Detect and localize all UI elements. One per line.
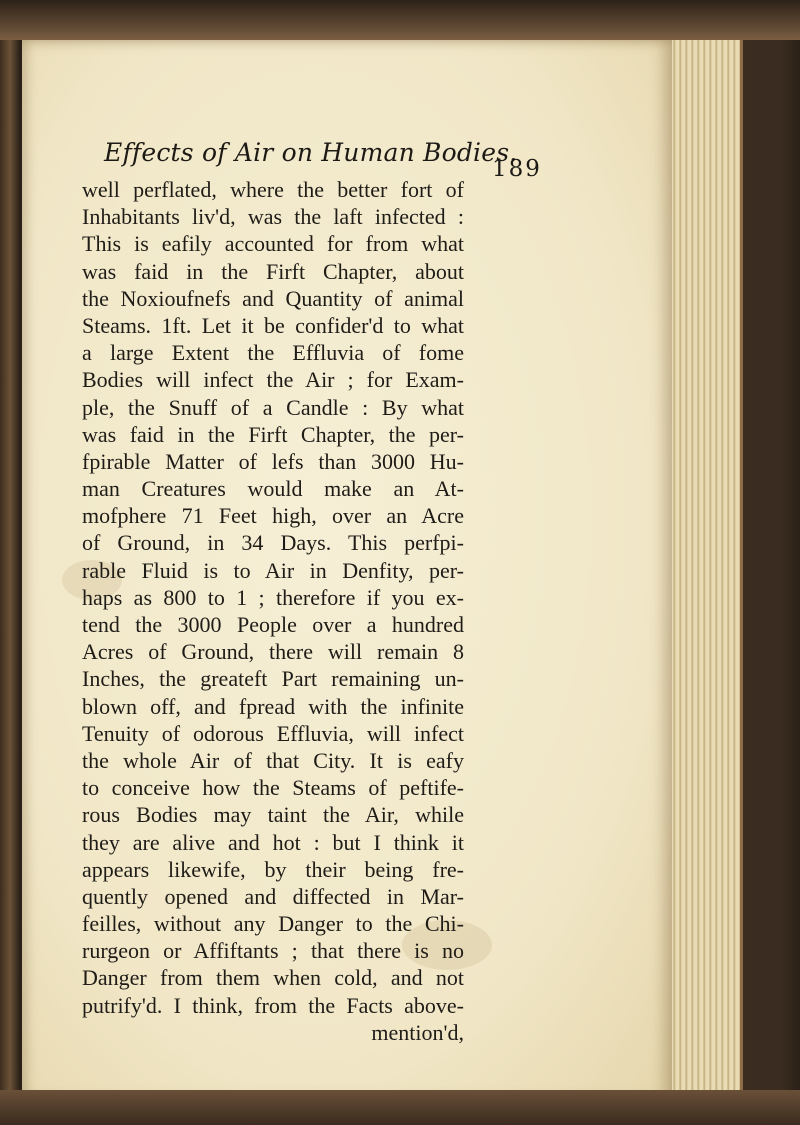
text-line: well perflated, where the better fort of (82, 177, 464, 202)
text-line: tend the 3000 People over a hundred (82, 612, 464, 637)
text-line: fpirable Matter of lefs than 3000 Hu- (82, 448, 464, 474)
text-line: to conceive how the Steams of peftife- (82, 775, 464, 801)
text-line: was faid in the Firft Chapter, about (82, 258, 464, 284)
text-line: putrify'd. I think, from the Facts above- (82, 992, 464, 1018)
text-line: Acres of Ground, there will remain 8 (82, 639, 464, 665)
text-line: rous Bodies may taint the Air, while (82, 802, 464, 828)
text-line: mofphere 71 Feet high, over an Acre (82, 503, 464, 529)
text-line: of Ground, in 34 Days. This perfpi- (82, 530, 464, 556)
text-line: man Creatures would make an At- (82, 476, 464, 502)
text-line: rable Fluid is to Air in Denfity, per- (82, 557, 464, 583)
text-line: haps as 800 to 1 ; therefore if you ex- (82, 584, 464, 610)
book-page (22, 40, 672, 1100)
text-line: feilles, without any Danger to the Chi- (82, 911, 464, 937)
text-line: rurgeon or Affiftants ; that there is no (82, 938, 464, 964)
text-line: appears likewife, by their being fre- (82, 856, 464, 882)
text-line: they are alive and hot : but I think it (82, 829, 464, 855)
text-line: This is eafily accounted for from what (82, 231, 464, 257)
text-line: Tenuity of odorous Effluvia, will infect (82, 720, 464, 746)
text-line: blown off, and fpread with the infinite (82, 693, 464, 719)
text-line: Inhabitants liv'd, was the laft infected : (82, 204, 464, 230)
text-line: the whole Air of that City. It is eafy (82, 747, 464, 773)
text-line: a large Extent the Effluvia of fome (82, 340, 464, 366)
text-line: the Noxioufnefs and Quantity of animal (82, 285, 464, 311)
text-line: Steams. 1ft. Let it be confider'd to what (82, 312, 464, 338)
text-line: quently opened and diffected in Mar- (82, 883, 464, 909)
body-text (82, 176, 464, 1046)
text-line: was faid in the Firft Chapter, the per- (82, 421, 464, 447)
running-head: Effects of Air on Human Bodies. (104, 138, 518, 167)
text-line: mention'd, (371, 1019, 464, 1045)
text-line: Danger from them when cold, and not (82, 965, 464, 991)
book-cover-top-edge (0, 0, 800, 40)
text-line: Inches, the greateft Part remaining un- (82, 666, 464, 692)
text-line: ple, the Snuff of a Candle : By what (82, 394, 464, 420)
text-line: Bodies will infect the Air ; for Exam- (82, 367, 464, 393)
book-cover-bottom-edge (0, 1090, 800, 1125)
page-number: 189 (492, 156, 542, 182)
